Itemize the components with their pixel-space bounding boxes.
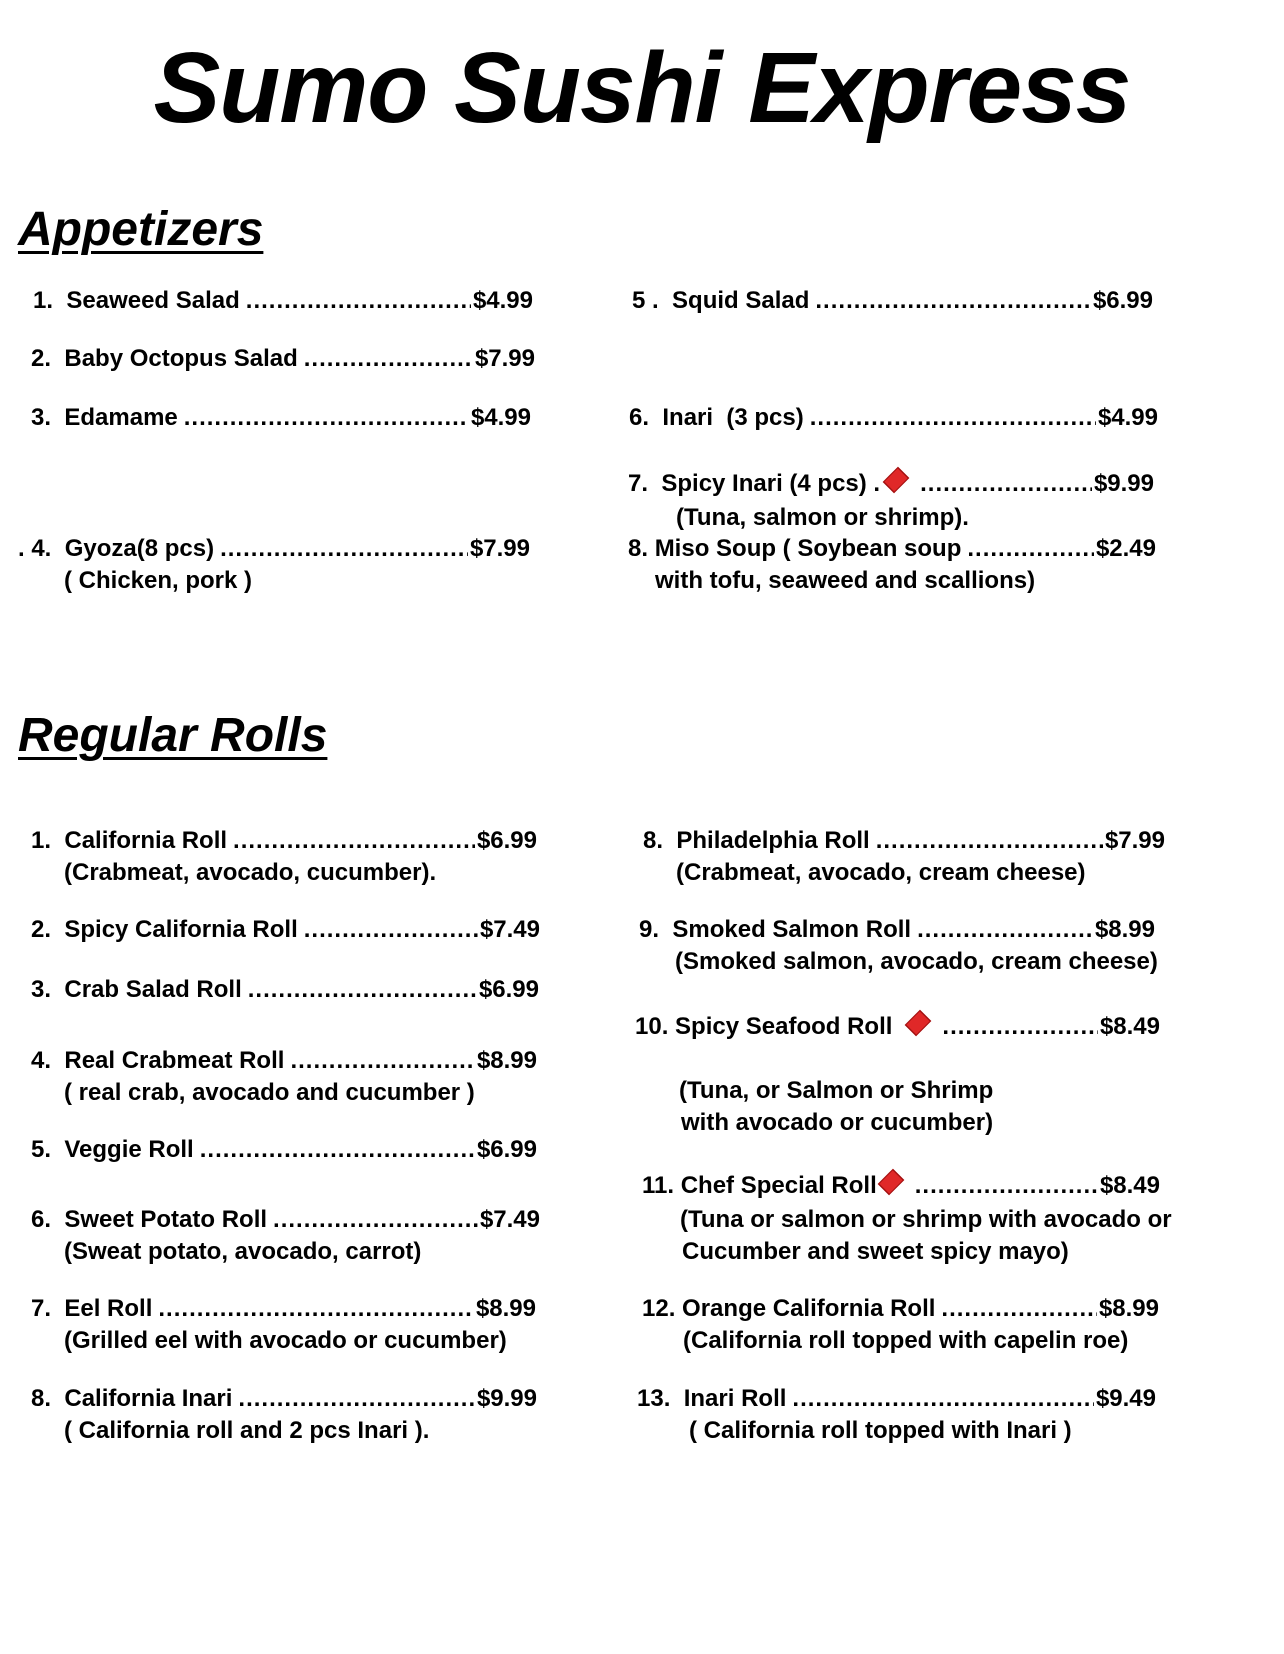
item-description: (Tuna or salmon or shrimp with avocado or (680, 1206, 1172, 1233)
leader-dots (273, 1204, 478, 1236)
item-price: $6.99 (476, 1136, 537, 1163)
menu-item (31, 1045, 537, 1109)
item-price: $4.99 (470, 404, 531, 431)
item-name: Sweet Potato Roll (64, 1206, 268, 1233)
item-price: $7.49 (479, 916, 540, 943)
item-price: $6.99 (478, 976, 539, 1003)
menu-item (31, 343, 535, 375)
leader-dots (815, 285, 1091, 317)
item-price: $6.99 (1092, 287, 1153, 314)
item-name: Baby Octopus Salad (64, 345, 298, 372)
item-number: 2. (31, 916, 52, 943)
item-name: California Roll (64, 827, 228, 854)
menu-item (629, 402, 1158, 434)
item-price: $7.99 (469, 535, 530, 562)
item-price: $8.99 (475, 1295, 536, 1322)
item-number: 11. (642, 1172, 675, 1199)
item-description: (California roll topped with capelin roe) (683, 1327, 1129, 1354)
item-number: 5. (31, 1136, 52, 1163)
item-name: Real Crabmeat Roll (64, 1047, 285, 1074)
leader-dots (810, 402, 1096, 434)
item-description: ( California roll and 2 pcs Inari ). (64, 1417, 430, 1444)
item-name: Spicy Seafood Roll (675, 1013, 893, 1040)
item-description: (Tuna, or Salmon or Shrimp (679, 1077, 994, 1104)
item-number: 7. (628, 470, 649, 497)
item-number: 6. (31, 1206, 52, 1233)
menu-item (637, 1383, 1156, 1447)
menu-item (31, 1383, 537, 1447)
item-name: Seaweed Salad (66, 287, 240, 314)
leader-dots (915, 1170, 1098, 1202)
item-name: Inari (3 pcs) (662, 404, 804, 431)
item-name: Spicy Inari (4 pcs) . (661, 470, 881, 497)
item-price: $8.49 (1099, 1172, 1160, 1199)
item-number: . 4. (18, 535, 52, 562)
leader-dots (792, 1383, 1094, 1415)
item-name: Squid Salad (672, 287, 810, 314)
item-number: 9. (639, 916, 660, 943)
leader-dots (967, 533, 1094, 565)
spicy-diamond-icon (877, 1169, 904, 1196)
item-name: Miso Soup ( Soybean soup (654, 535, 962, 562)
menu-item (628, 468, 1154, 534)
item-description: (Smoked salmon, avocado, cream cheese) (675, 948, 1158, 975)
menu-item (31, 402, 531, 434)
item-number: 12. (642, 1295, 676, 1322)
item-description-line-2: with avocado or cucumber) (681, 1109, 994, 1136)
item-number: 3. (31, 404, 52, 431)
leader-dots (941, 1293, 1097, 1325)
item-name: Philadelphia Roll (676, 827, 870, 854)
menu-item (628, 533, 1156, 597)
item-name: Veggie Roll (64, 1136, 194, 1163)
spicy-diamond-icon (883, 467, 910, 494)
leader-dots (158, 1293, 474, 1325)
item-name: Crab Salad Roll (64, 976, 242, 1003)
item-price: $9.49 (1095, 1385, 1156, 1412)
menu-item (31, 974, 539, 1006)
menu-item (639, 914, 1158, 978)
leader-dots (290, 1045, 475, 1077)
item-description: (Sweat potato, avocado, carrot) (64, 1238, 422, 1265)
leader-dots (200, 1134, 475, 1166)
item-number: 7. (31, 1295, 52, 1322)
item-name: Orange California Roll (682, 1295, 936, 1322)
item-number: 1. (33, 287, 54, 314)
menu-item (31, 914, 540, 946)
item-description: ( Chicken, pork ) (64, 567, 253, 594)
item-number: 8. (643, 827, 664, 854)
leader-dots (304, 343, 473, 375)
item-name: Edamame (64, 404, 178, 431)
item-price: $8.99 (1094, 916, 1155, 943)
menu-item (18, 533, 530, 597)
item-number: 2. (31, 345, 52, 372)
item-number: 5 . (632, 287, 659, 314)
item-number: 8. (628, 535, 649, 562)
leader-dots (233, 825, 475, 857)
menu-item (31, 825, 537, 889)
item-description: (Tuna, salmon or shrimp). (676, 504, 969, 531)
menu-item (635, 1011, 1160, 1139)
item-number: 3. (31, 976, 52, 1003)
item-description: (Grilled eel with avocado or cucumber) (64, 1327, 507, 1354)
section-heading-regular-rolls: Regular Rolls (18, 709, 328, 762)
menu-item (642, 1170, 1172, 1268)
item-number: 6. (629, 404, 650, 431)
item-description: with tofu, seaweed and scallions) (655, 567, 1036, 594)
item-name: Spicy California Roll (64, 916, 298, 943)
item-price: $2.49 (1095, 535, 1156, 562)
leader-dots (184, 402, 469, 434)
item-number: 1. (31, 827, 52, 854)
item-description: ( California roll topped with Inari ) (689, 1417, 1072, 1444)
item-price: $9.99 (476, 1385, 537, 1412)
item-number: 13. (637, 1385, 671, 1412)
menu-item (642, 1293, 1159, 1357)
menu-item (33, 285, 533, 317)
leader-dots (246, 285, 471, 317)
item-price: $8.99 (476, 1047, 537, 1074)
item-name: Smoked Salmon Roll (672, 916, 912, 943)
item-name: California Inari (64, 1385, 233, 1412)
leader-dots (942, 1011, 1098, 1043)
item-price: $7.99 (1104, 827, 1165, 854)
item-price: $8.49 (1099, 1013, 1160, 1040)
item-description: ( real crab, avocado and cucumber ) (64, 1079, 475, 1106)
page-title: Sumo Sushi Express (153, 32, 1131, 144)
leader-dots (238, 1383, 475, 1415)
item-number: 4. (31, 1047, 52, 1074)
item-price: $4.99 (1097, 404, 1158, 431)
item-price: $7.99 (474, 345, 535, 372)
item-price: $8.99 (1098, 1295, 1159, 1322)
item-price: $7.49 (479, 1206, 540, 1233)
item-number: 10. (635, 1013, 669, 1040)
leader-dots (876, 825, 1103, 857)
item-price: $6.99 (476, 827, 537, 854)
leader-dots (304, 914, 478, 946)
leader-dots (917, 914, 1093, 946)
item-description-line-2: Cucumber and sweet spicy mayo) (682, 1238, 1069, 1265)
section-heading-appetizers: Appetizers (18, 203, 264, 256)
item-price: $4.99 (472, 287, 533, 314)
menu-item (31, 1293, 536, 1357)
item-description: (Crabmeat, avocado, cucumber). (64, 859, 437, 886)
item-name: Inari Roll (683, 1385, 787, 1412)
spicy-diamond-icon (905, 1010, 932, 1037)
leader-dots (248, 974, 477, 1006)
item-price: $9.99 (1093, 470, 1154, 497)
item-name: Gyoza(8 pcs) (64, 535, 215, 562)
item-name: Chef Special Roll (680, 1172, 877, 1199)
menu-item (31, 1134, 537, 1166)
item-name: Eel Roll (64, 1295, 153, 1322)
leader-dots (220, 533, 468, 565)
menu-item (632, 285, 1153, 317)
menu-item (31, 1204, 540, 1268)
leader-dots (920, 468, 1092, 500)
item-number: 8. (31, 1385, 52, 1412)
item-description: (Crabmeat, avocado, cream cheese) (676, 859, 1086, 886)
menu-item (643, 825, 1165, 889)
